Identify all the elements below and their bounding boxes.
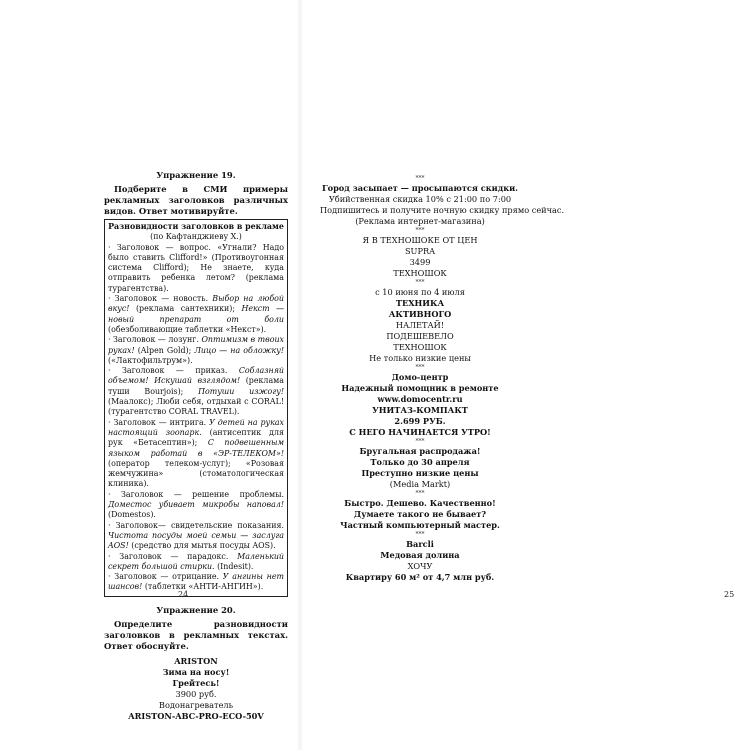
ad-line: Надежный помощник в ремонте [341, 383, 499, 393]
item-text: · Заголовок — приказ. [108, 366, 239, 376]
ad-line: 2.699 РУБ. [394, 416, 446, 426]
example-headline: У ангины нет шансов! [108, 572, 284, 592]
headline-type-item [108, 243, 284, 294]
section-separator: *** [415, 364, 425, 371]
example-headline: С подвешенным языком работай в «ЭР-ТЕЛЕКОМ»! [108, 438, 284, 458]
example-headline: Выбор на любой вкус! [108, 294, 284, 314]
headline-type-item [108, 572, 284, 593]
ad-line: 3499 [409, 257, 431, 267]
section-separator: *** [415, 490, 425, 497]
section-separator: *** [415, 175, 425, 182]
item-text: · Заголовок — отрицание. [108, 572, 223, 582]
section-separator: *** [415, 438, 425, 445]
ad-line: ПОДЕШЕВЕЛО [386, 331, 454, 341]
ad-line: Водонагреватель [158, 699, 234, 710]
headline-type-item [108, 552, 284, 573]
ad-line: С НЕГО НАЧИНАЕТСЯ УТРО! [349, 427, 491, 437]
item-text: («Лактофильтрум»). [108, 355, 193, 365]
ad-line: (Реклама интернет-магазина) [355, 216, 485, 226]
item-text: (реклама туши Bourjois); [108, 376, 284, 396]
item-text: (Маалокс); Люби себя, отдыхай с CORAL! (турагентство CORAL TRAVEL). [108, 397, 284, 417]
ad-line: ТЕХНОШОК [393, 268, 447, 278]
section-separator: *** [415, 227, 425, 234]
item-text: (реклама сантехники); [129, 304, 242, 314]
ad-line: с 10 июня по 4 июля [375, 287, 465, 297]
exercise-20-title: Упражнение 20. [156, 604, 236, 615]
section-separator: *** [415, 531, 425, 538]
right-column-ads [320, 175, 565, 583]
ad-line: ТЕХНОШОК [393, 342, 447, 352]
item-text: · Заголовок — новость. [108, 294, 213, 304]
item-text: (Indesit). [214, 561, 254, 571]
ad-line: ARISTON [174, 655, 218, 666]
ad-line: Думаете такого не бывает? [353, 509, 487, 519]
ad-line: Грейтесь! [172, 677, 220, 688]
item-text: · Заголовок— свидетельские показания. [108, 520, 284, 530]
exercise-19-task: Подберите в СМИ примеры рекламных заголовков различных видов. Ответ мотивируйте. [104, 184, 288, 216]
exercise-19-title: Упражнение 19. [156, 170, 236, 180]
item-text: (Alpen Gold); [134, 345, 195, 355]
item-text: · Заголовок — вопрос. «Угнали? Надо было ставить Clifford!» (Противоугонная система Clifford); Не знаете, куда отправить ребенка летом? (реклама турагентства). [108, 242, 284, 293]
ad-line: www.domocentr.ru [377, 394, 463, 404]
ad-line: Город засыпает — просыпаются скидки. [321, 183, 519, 193]
ad-line: ТЕХНИКА [395, 298, 445, 308]
section-separator: *** [415, 279, 425, 286]
box-subtitle: (по Кафтанджиеву Х.) [150, 232, 242, 242]
example-headline: Доместос убивает микробы наповал! [108, 500, 284, 510]
page-number-right: 25 [724, 590, 734, 599]
ad-line: ARISTON-ABC-PRO-ECO-50V [128, 710, 264, 721]
ad-line: НАЛЕТАЙ! [395, 320, 445, 330]
example-headline: Некст — новый препарат от боли [108, 304, 284, 324]
ad-line: (Media Markt) [389, 479, 451, 489]
exercise-20-task: Определите разновидности заголовков в рекламных текстах. Ответ обоснуйте. [104, 618, 288, 651]
right-page [300, 0, 734, 750]
ad-line: Квартиру 60 м² от 4,7 млн руб. [345, 572, 495, 582]
ad-line: Зима на носу! [162, 666, 230, 677]
ad-line: АКТИВНОГО [388, 309, 452, 319]
left-page [0, 0, 300, 750]
item-text: (обезболивающие таблетки «Некст»). [108, 324, 267, 334]
ad-line: Домо-центр [391, 372, 449, 382]
ad-line: ХОЧУ [407, 561, 433, 571]
ad-line: Преступно низкие цены [361, 468, 479, 478]
item-text: · Заголовок — решение проблемы. [108, 489, 284, 499]
ad-line: Я В ТЕХНОШОКЕ ОТ ЦЕН [362, 235, 478, 245]
example-headline: Лицо — на обложку! [194, 345, 284, 355]
example-headline: Чистота посуды моей семьи — заслуга AOS! [108, 530, 284, 551]
box-title: Разновидности заголовков в рекламе [108, 222, 284, 231]
headline-type-item [108, 418, 284, 490]
headline-type-item [108, 490, 284, 521]
ad-line: Частный компьютерный мастер. [340, 520, 500, 530]
item-text: (оператор телеком-услуг); «Розовая жемчужина» (стоматологическая клиника). [108, 458, 284, 489]
item-text: . (антисептик для рук «Бетасептин»); [108, 427, 284, 448]
headline-type-item [108, 521, 284, 552]
page-number-left: 24 [178, 590, 189, 599]
headline-type-item [108, 366, 284, 417]
example-headline: Оптимизм в твоих руках! [108, 335, 284, 355]
ad-line: Не только низкие цены [369, 353, 471, 363]
example-headline: Маленький секрет большой стирки. [108, 551, 284, 571]
ad-line: Убийственная скидка 10% с 21:00 по 7:00 [328, 194, 512, 204]
ad-line: Медовая долина [380, 550, 460, 560]
item-text: · Заголовок — интрига. [108, 417, 210, 427]
headline-type-item [108, 294, 284, 335]
example-headline: У детей на руках настоящий зоопарк [108, 417, 284, 437]
item-text: (таблетки «АНТИ-АНГИН»). [142, 582, 264, 592]
item-text: · Заголовок — парадокс. [108, 551, 238, 561]
ad-line: 3900 руб. [175, 688, 217, 699]
ad-line: Подпишитесь и получите ночную скидку прямо сейчас. [320, 205, 565, 215]
ad-line: УНИТАЗ-КОМПАКТ [372, 405, 468, 415]
headline-type-item [108, 335, 284, 366]
ad-line: Бругальная распродажа! [359, 446, 481, 456]
ad-line: Быстро. Дешево. Качественно! [344, 498, 496, 508]
item-text: (Domestos). [108, 510, 156, 520]
ad-line: Только до 30 апреля [370, 457, 470, 467]
ad-line: SUPRA [404, 246, 436, 256]
headline-types-box [104, 219, 288, 597]
left-column [104, 170, 288, 722]
item-text: (средство для мытья посуды AOS). [128, 541, 276, 551]
example-headline: Соблазняй объемом! Искушай взглядом! [108, 366, 284, 386]
ad-line: Barcli [406, 539, 434, 549]
item-text: · Заголовок — лозунг. [108, 335, 202, 345]
example-headline: Потуши изжогу! [198, 386, 284, 396]
ariston-ad [104, 656, 288, 722]
headline-types-list [108, 243, 284, 593]
